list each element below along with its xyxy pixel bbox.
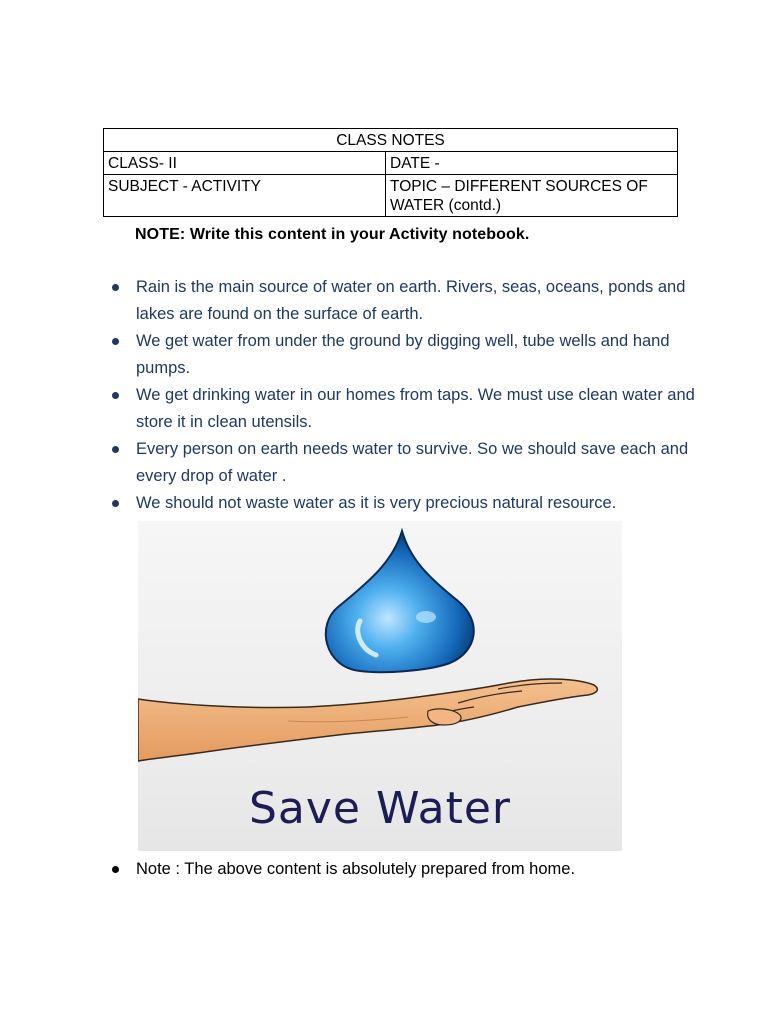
notebook-instruction: NOTE: Write this content in your Activity notebook. [135, 226, 530, 243]
bullet-icon [112, 500, 119, 507]
list-item-text: We get water from under the ground by digging well, tube wells and hand pumps. [136, 332, 670, 377]
footer-note-list [0, 856, 768, 883]
save-water-caption: Save Water [248, 783, 512, 834]
list-item [0, 274, 768, 328]
bullet-icon [112, 866, 119, 873]
topic-cell: TOPIC – DIFFERENT SOURCES OF WATER (contd.) [386, 175, 678, 217]
list-item [0, 328, 768, 382]
class-notes-header-table [103, 128, 678, 217]
content-bullet-list [0, 274, 768, 517]
bullet-icon [112, 392, 119, 399]
list-item [0, 490, 768, 517]
list-item [0, 382, 768, 436]
save-water-illustration [138, 521, 622, 851]
bullet-icon [112, 446, 119, 453]
list-item [0, 856, 768, 883]
water-drop-icon [326, 531, 474, 672]
list-item-text: Rain is the main source of water on earth. Rivers, seas, oceans, ponds and lakes are found on the surface of earth. [136, 278, 686, 323]
subject-cell: SUBJECT - ACTIVITY [104, 175, 386, 217]
list-item [0, 436, 768, 490]
list-item-text: Every person on earth needs water to survive. So we should save each and every drop of water . [136, 440, 689, 485]
bullet-icon [112, 284, 119, 291]
list-item-text: We get drinking water in our homes from taps. We must use clean water and store it in clean utensils. [136, 386, 695, 431]
open-hand-icon [138, 679, 597, 761]
class-cell: CLASS- II [104, 152, 386, 175]
class-notes-title: CLASS NOTES [104, 129, 678, 152]
list-item-text: We should not waste water as it is very precious natural resource. [136, 494, 617, 512]
bullet-icon [112, 338, 119, 345]
footer-note-text: Note : The above content is absolutely prepared from home. [136, 860, 576, 878]
date-cell: DATE - [386, 152, 678, 175]
